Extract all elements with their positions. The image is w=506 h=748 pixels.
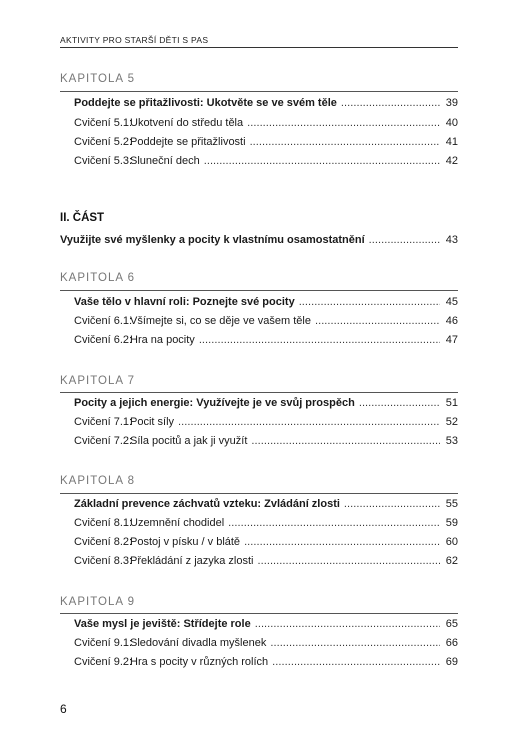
toc-title: Sledování divadla myšlenek — [130, 637, 267, 649]
toc-page: 65 — [445, 618, 458, 630]
toc-page: 55 — [445, 498, 458, 510]
exercise-prefix: Cvičení 8.1: — [74, 517, 133, 529]
toc-entry-main[interactable] — [74, 97, 458, 113]
toc-title: Hra na pocity — [130, 334, 195, 346]
dot-leader — [258, 555, 441, 567]
toc-title: Ukotvení do středu těla — [130, 117, 244, 129]
dot-leader — [272, 656, 440, 668]
dot-leader — [315, 315, 440, 327]
chapter-label: KAPITOLA 5 — [60, 73, 135, 85]
dot-leader — [244, 536, 440, 548]
exercise-prefix: Cvičení 6.2: — [74, 334, 133, 346]
toc-entry-exercise[interactable] — [74, 435, 458, 451]
dot-leader — [228, 517, 440, 529]
chapter-rule — [60, 91, 458, 92]
toc-entry-exercise[interactable] — [74, 315, 458, 331]
toc-title: Uzemnění chodidel — [130, 517, 225, 529]
toc-page: 69 — [445, 656, 458, 668]
toc-page: 41 — [445, 136, 458, 148]
toc-entry-exercise[interactable] — [74, 117, 458, 133]
toc-page: 52 — [445, 416, 458, 428]
toc-title: Sluneční dech — [130, 155, 200, 167]
toc-page: 62 — [445, 555, 458, 567]
toc-page: 43 — [445, 234, 458, 246]
dot-leader — [270, 637, 440, 649]
toc-entry-exercise[interactable] — [74, 155, 458, 171]
toc-page: 40 — [445, 117, 458, 129]
exercise-prefix: Cvičení 5.3: — [74, 155, 133, 167]
toc-entry-exercise[interactable] — [74, 536, 458, 552]
toc-entry-part[interactable] — [60, 234, 458, 250]
exercise-prefix: Cvičení 7.1: — [74, 416, 133, 428]
toc-title: Pocit síly — [130, 416, 175, 428]
toc-title: Překládání z jazyka zlosti — [130, 555, 254, 567]
dot-leader — [255, 618, 440, 630]
toc-entry-exercise[interactable] — [74, 637, 458, 653]
toc-title: Všímejte si, co se děje ve vašem těle — [130, 315, 311, 327]
dot-leader — [199, 334, 440, 346]
exercise-prefix: Cvičení 9.1: — [74, 637, 133, 649]
toc-page: 51 — [445, 397, 458, 409]
toc-title: Vaše tělo v hlavní roli: Poznejte své pocity — [74, 296, 295, 308]
chapter-rule — [60, 392, 458, 393]
header-rule — [60, 47, 458, 48]
exercise-prefix: Cvičení 8.2: — [74, 536, 133, 548]
toc-entry-exercise[interactable] — [74, 136, 458, 152]
chapter-label: KAPITOLA 6 — [60, 272, 135, 284]
toc-title: Hra s pocity v různých rolích — [130, 656, 269, 668]
exercise-prefix: Cvičení 8.3: — [74, 555, 133, 567]
chapter-rule — [60, 290, 458, 291]
dot-leader — [344, 498, 440, 510]
exercise-prefix: Cvičení 5.2: — [74, 136, 133, 148]
toc-page: 60 — [445, 536, 458, 548]
toc-page: 45 — [445, 296, 458, 308]
dot-leader — [369, 234, 440, 246]
exercise-prefix: Cvičení 7.2: — [74, 435, 133, 447]
dot-leader — [247, 117, 440, 129]
toc-entry-main[interactable] — [74, 397, 458, 413]
toc-title: Základní prevence záchvatů vzteku: Zvládání zlosti — [74, 498, 340, 510]
toc-page: 59 — [445, 517, 458, 529]
chapter-rule — [60, 613, 458, 614]
toc-title: Pocity a jejich energie: Využívejte je ve svůj prospěch — [74, 397, 355, 409]
chapter-rule — [60, 493, 458, 494]
toc-page: 53 — [445, 435, 458, 447]
chapter-label: KAPITOLA 9 — [60, 596, 135, 608]
dot-leader — [359, 397, 440, 409]
toc-page: 66 — [445, 637, 458, 649]
toc-title: Poddejte se přitažlivosti — [130, 136, 246, 148]
toc-entry-exercise[interactable] — [74, 334, 458, 350]
toc-entry-main[interactable] — [74, 498, 458, 514]
exercise-prefix: Cvičení 9.2: — [74, 656, 133, 668]
toc-title: Využijte své myšlenky a pocity k vlastnímu osamostatnění — [60, 234, 365, 246]
toc-page: 47 — [445, 334, 458, 346]
exercise-prefix: Cvičení 5.1: — [74, 117, 133, 129]
toc-title: Postoj v písku / v blátě — [130, 536, 241, 548]
toc-entry-main[interactable] — [74, 618, 458, 634]
toc-entry-main[interactable] — [74, 296, 458, 312]
toc-title: Síla pocitů a jak ji využít — [130, 435, 248, 447]
toc-entry-exercise[interactable] — [74, 656, 458, 672]
toc-page: 39 — [445, 97, 458, 109]
exercise-prefix: Cvičení 6.1: — [74, 315, 133, 327]
toc-entry-exercise[interactable] — [74, 416, 458, 432]
page-number: 6 — [60, 702, 67, 716]
dot-leader — [178, 416, 440, 428]
chapter-label: KAPITOLA 7 — [60, 375, 135, 387]
toc-entry-exercise[interactable] — [74, 517, 458, 533]
dot-leader — [299, 296, 440, 308]
dot-leader — [251, 435, 440, 447]
toc-title: Poddejte se přitažlivosti: Ukotvěte se ve svém těle — [74, 97, 337, 109]
toc-title: Vaše mysl je jeviště: Střídejte role — [74, 618, 251, 630]
dot-leader — [250, 136, 440, 148]
chapter-label: KAPITOLA 8 — [60, 475, 135, 487]
toc-page: 46 — [445, 315, 458, 327]
dot-leader — [204, 155, 440, 167]
dot-leader — [341, 97, 440, 109]
toc-entry-exercise[interactable] — [74, 555, 458, 571]
toc-page: 42 — [445, 155, 458, 167]
part-label: II. ČÁST — [60, 212, 105, 224]
running-head: AKTIVITY PRO STARŠÍ DĚTI S PAS — [60, 35, 209, 45]
